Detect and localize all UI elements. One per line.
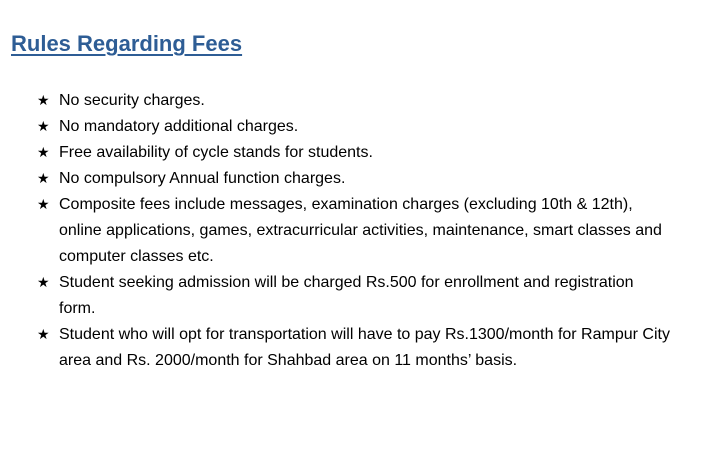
star-icon: ★ [37, 197, 50, 213]
list-item [34, 322, 674, 374]
rule-text: Student who will opt for transportation will have to pay Rs.1300/month for Rampur City area and Rs. 2000/month for Shahbad area on 11 months’ basis. [59, 326, 670, 369]
rule-text: No compulsory Annual function charges. [59, 170, 346, 187]
rule-text: Student seeking admission will be charged Rs.500 for enrollment and registration form. [59, 274, 634, 317]
rule-text: No mandatory additional charges. [59, 118, 299, 135]
star-icon: ★ [37, 275, 50, 291]
rule-text: No security charges. [59, 92, 205, 109]
star-icon: ★ [37, 93, 50, 109]
page-title: Rules Regarding Fees [11, 31, 243, 56]
list-item [34, 166, 674, 192]
list-item [34, 140, 674, 166]
list-item [34, 114, 674, 140]
list-item [34, 88, 674, 114]
star-icon: ★ [37, 119, 50, 135]
rule-text: Free availability of cycle stands for students. [59, 144, 373, 161]
rule-text: Composite fees include messages, examination charges (excluding 10th & 12th), online applications, games, extracurricular activities, maintenance, smart classes and computer classes etc. [59, 196, 662, 265]
list-item [34, 270, 674, 322]
fee-rules-list [34, 88, 674, 374]
star-icon: ★ [37, 171, 50, 187]
list-item [34, 192, 674, 270]
star-icon: ★ [37, 145, 50, 161]
star-icon: ★ [37, 327, 50, 343]
